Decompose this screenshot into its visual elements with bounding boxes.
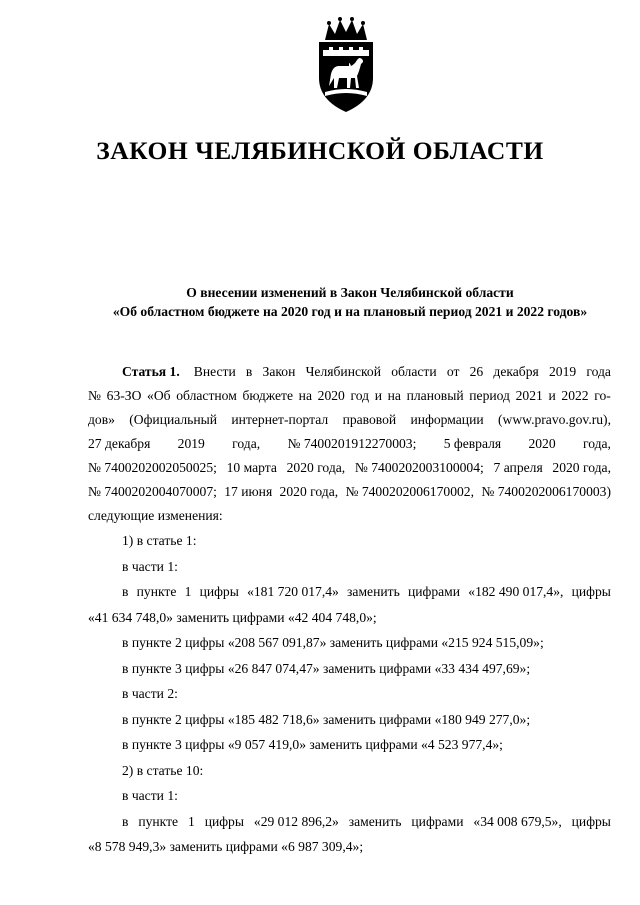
word: 2020	[317, 388, 345, 403]
word: «Об	[147, 388, 171, 403]
word: 26	[469, 364, 484, 379]
word: заменить	[347, 584, 400, 599]
amendment-item: в части 2:	[122, 686, 178, 701]
word: «181 720 017,4»	[247, 584, 339, 599]
amendment-item: 2) в статье 10:	[122, 762, 204, 778]
article-1-line-2	[88, 384, 611, 408]
word: области	[391, 364, 437, 379]
article-1-line-1	[88, 360, 611, 384]
word: Внести	[193, 364, 236, 379]
word: заменить	[348, 813, 402, 829]
article-1-line-6	[88, 480, 611, 504]
word: № 7400202006170002,	[345, 484, 474, 499]
amendment-item: 1) в статье 1:	[122, 533, 197, 548]
amendment-item: в пункте 3 цифры «26 847 074,47» заменить цифрами «33 434 497,69»;	[122, 660, 531, 676]
word: в	[245, 364, 253, 379]
word: № 7400202006170003)	[481, 484, 611, 499]
word: № 7400202003100004;	[354, 460, 484, 475]
amendment-item	[88, 809, 611, 835]
word: 2020 года,	[286, 460, 346, 475]
word: 7 апреля	[493, 460, 543, 475]
word: «34 008 679,5»,	[473, 813, 562, 829]
heading-line-1: О внесении изменений в Закон Челябинской области	[186, 285, 514, 300]
word: год	[350, 388, 370, 403]
article-1-line-3	[88, 408, 611, 432]
word: на	[298, 388, 312, 403]
word: 63-ЗО	[106, 388, 142, 403]
word: № 7400202002050025;	[88, 460, 217, 475]
word: года,	[582, 436, 611, 451]
word: 10 марта	[226, 460, 277, 475]
word: (www.pravo.gov.ru),	[497, 412, 611, 427]
word: № 7400202004070007;	[88, 484, 217, 499]
article-text-words	[194, 360, 611, 384]
document-body	[88, 360, 611, 860]
amendment-item-continued: «8 578 949,3» заменить цифрами «6 987 309,4»;	[88, 839, 364, 854]
word: областном	[176, 388, 237, 403]
word: от	[446, 364, 460, 379]
word: 2021	[515, 388, 543, 403]
word: года	[586, 364, 611, 379]
word: Закон	[262, 364, 296, 379]
word: 2019	[548, 364, 577, 379]
word: 1	[187, 813, 195, 829]
word: года,	[232, 436, 261, 451]
word: 2020	[528, 436, 556, 451]
word: в	[122, 813, 129, 829]
word: дов»	[88, 412, 115, 427]
article-label: Статья 1.	[122, 364, 180, 379]
word: пункте	[136, 584, 177, 599]
word: «29 012 896,2»	[253, 813, 339, 829]
word: правовой	[342, 412, 397, 427]
article-1-line-5	[88, 456, 611, 480]
word: пункте	[138, 813, 179, 829]
amendment-item: в части 1:	[122, 558, 178, 574]
word: Челябинской	[305, 364, 381, 379]
word: цифры	[571, 813, 611, 829]
word: и	[548, 388, 556, 403]
word: цифры	[571, 584, 611, 599]
document-heading	[60, 283, 640, 321]
word: бюджете	[242, 388, 294, 403]
word: 5 февраля	[443, 436, 502, 451]
law-title: ЗАКОН ЧЕЛЯБИНСКОЙ ОБЛАСТИ	[96, 136, 544, 165]
word: 27 декабря	[88, 436, 151, 451]
word: интернет-портал	[231, 412, 329, 427]
word: плановый	[406, 388, 464, 403]
word: 2022	[561, 388, 589, 403]
word: №	[88, 388, 101, 403]
amendment-item: в пункте 3 цифры «9 057 419,0» заменить цифрами «4 523 977,4»;	[122, 737, 503, 752]
coat-of-arms-icon	[305, 16, 387, 116]
amendment-item: в пункте 2 цифры «185 482 718,6» заменить цифрами «180 949 277,0»;	[122, 711, 531, 727]
word: 17 июня	[224, 484, 273, 499]
word: 2020 года,	[279, 484, 339, 499]
article-1-line-7: следующие изменения:	[88, 508, 223, 523]
word: го-	[594, 388, 611, 403]
word: период	[469, 388, 510, 403]
word: цифры	[204, 813, 244, 829]
word: цифрами	[411, 813, 464, 829]
word: в	[122, 584, 129, 599]
word: 1	[184, 584, 192, 599]
amendment-item	[88, 579, 611, 605]
word: цифрами	[407, 584, 461, 599]
word: на	[387, 388, 401, 403]
article-1-line-4	[88, 432, 611, 456]
word: «182 490 017,4»,	[468, 584, 564, 599]
word: 2020 года,	[552, 460, 611, 475]
heading-line-2: «Об областном бюджете на 2020 год и на плановый период 2021 и 2022 годов»	[112, 304, 588, 319]
word: декабря	[493, 364, 539, 379]
word: № 7400201912270003;	[287, 436, 417, 451]
amendment-item-continued: «41 634 748,0» заменить цифрами «42 404 748,0»;	[88, 609, 377, 625]
word: цифры	[199, 584, 239, 599]
amendment-item: в части 1:	[122, 788, 178, 803]
word: 2019	[177, 436, 205, 451]
amendment-item: в пункте 2 цифры «208 567 091,87» заменить цифрами «215 924 515,09»;	[122, 635, 544, 650]
word: информации	[410, 412, 484, 427]
word: (Официальный	[129, 412, 218, 427]
word: и	[374, 388, 382, 403]
